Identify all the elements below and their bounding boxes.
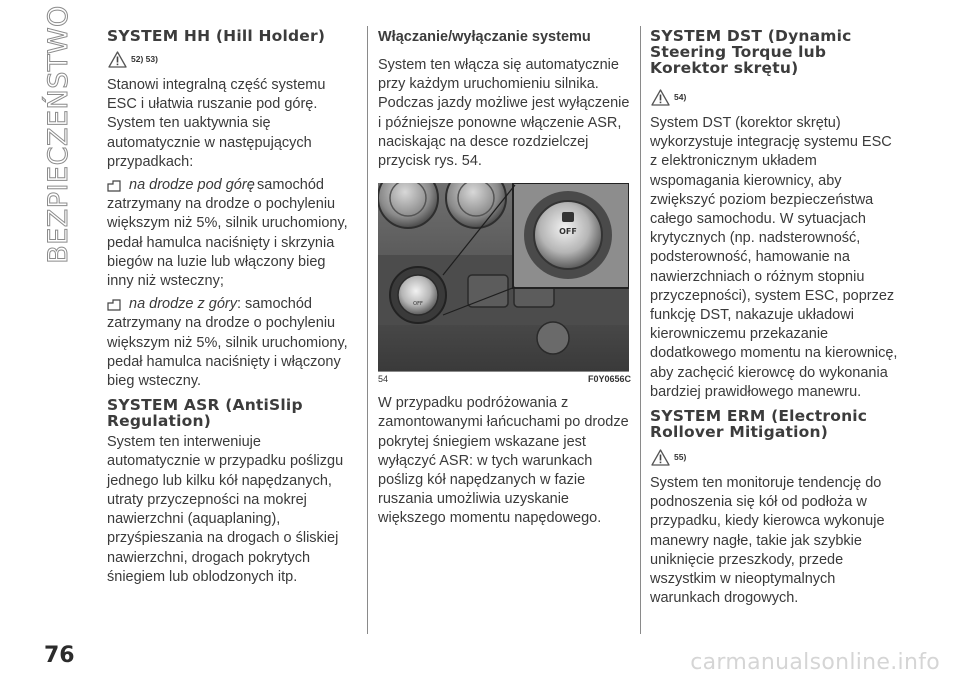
erm-warning-refs: 55) — [674, 452, 687, 463]
page-number: 76 — [44, 643, 75, 668]
erm-warning-ref — [651, 446, 900, 468]
car-skid-icon — [562, 212, 574, 222]
hh-paragraph-1: Stanowi integralną część systemu ESC i ułatwia ruszanie pod górę. — [107, 77, 326, 113]
bullet-marker-icon — [107, 180, 121, 192]
column-3 — [650, 28, 900, 608]
watermark: carmanualsonline.info — [690, 650, 940, 675]
warning-triangle-icon — [651, 89, 670, 106]
asr-toggle-subtitle: Włączanie/wyłączanie systemu — [378, 29, 591, 45]
warning-triangle-icon — [651, 449, 670, 466]
hh-paragraph-2: System ten uaktywnia się automatycznie w następujących przypadkach: — [107, 115, 312, 170]
dst-paragraph: System DST (korektor skrętu) wykorzystuje integrację systemu ESC z elektronicznym układem wspomagania kierownicy, aby zwiększyć poziom bezpieczeństwa całego samochodu. W sytuacjach krytycznych (np. nadsterowność, podsterowność, hamowanie na nawierzchniach o różnym stopniu przyczepności), system ESC, poprzez funkcję DST, nakazuje układowi kierowniczemu przekazanie dodatkowego momentu na kierownicę, aby zachęcić kierowcę do wykonania bardziej prawidłowego manewru. — [650, 115, 898, 400]
dst-warning-ref — [651, 86, 900, 108]
erm-paragraph: System ten monitoruje tendencję do podnoszenia się kół od podłoża w przypadku, kiedy kierowca wykonuje manewry nagłe, takie jak szybkie uniknięcie przeszkody, przede wszystkim w nieoptymalnych warunkach drogowych. — [650, 475, 885, 607]
bullet-marker-icon — [107, 299, 121, 311]
asr-paragraph: System ten interweniuje automatycznie w przypadku poślizgu jednego lub kilku kół napędzanych, utraty przyczepności na mokrej nawierzchni (aquaplaning), przyśpieszania na drogach o śliskiej nawierzchni, drogach pokrytych śniegiem lub oblodzonych itp. — [107, 434, 344, 585]
asr-heading: SYSTEM ASR (AntiSlip Regulation) — [107, 396, 303, 431]
column-divider — [367, 26, 368, 634]
section-side-label — [36, 4, 80, 264]
hh-warning-refs: 52) 53) — [131, 54, 158, 64]
hh-heading: SYSTEM HH (Hill Holder) — [107, 27, 326, 45]
column-divider — [640, 26, 641, 634]
section-side-label-text: BEZPIECZEŃSTWO — [42, 4, 74, 264]
figure-number: 54 — [378, 374, 389, 385]
column-2 — [378, 28, 631, 529]
hh-warning-ref — [108, 48, 353, 70]
asr-off-label-small: OFF — [413, 301, 423, 308]
bullet-uphill-text: : samochód zatrzymany na drodze o pochyleniu większym niż 5%, silnik uruchomiony, pedał hamulca naciśnięty i skrzynia biegów na luzie lub włączony bieg inny niż wsteczny; — [107, 177, 348, 290]
column-1 — [107, 28, 353, 587]
figure-caption — [378, 374, 631, 384]
asr-toggle-paragraph-2: W przypadku podróżowania z zamontowanymi łańcuchami po drodze pokrytej śniegiem wskazane jest wyłączyć ASR: w tych warunkach poślizg kół napędzanych w fazie ruszania umożliwia uzyskanie większego momentu napędowego. — [378, 395, 629, 527]
asr-toggle-paragraph-1: System ten włącza się automatycznie przy każdym uruchomieniu silnika. Podczas jazdy możliwe jest wyłączenie i późniejsze ponowne włączenie ASR, naciskając na desce rozdzielczej przycisk rys. 54. — [378, 57, 630, 170]
dst-heading: SYSTEM DST (Dynamic Steering Torque lub Korektor skrętu) — [650, 27, 852, 77]
asr-off-button-photo — [378, 183, 629, 371]
asr-off-label: OFF — [559, 227, 577, 237]
figure-code: F0Y0656C — [587, 374, 631, 385]
figure-54 — [378, 183, 629, 372]
bullet-downhill-text: : samochód zatrzymany na drodze o pochyleniu większym niż 5%, silnik uruchomiony, pedał hamulca naciśnięty i włączony bieg wsteczny. — [107, 296, 348, 390]
bullet-uphill-term: na drodze pod górę — [129, 177, 255, 194]
erm-heading: SYSTEM ERM (Electronic Rollover Mitigation) — [650, 407, 868, 442]
dst-warning-refs: 54) — [674, 92, 687, 102]
bullet-downhill-term: na drodze z góry — [129, 296, 238, 313]
warning-triangle-icon — [108, 51, 127, 68]
